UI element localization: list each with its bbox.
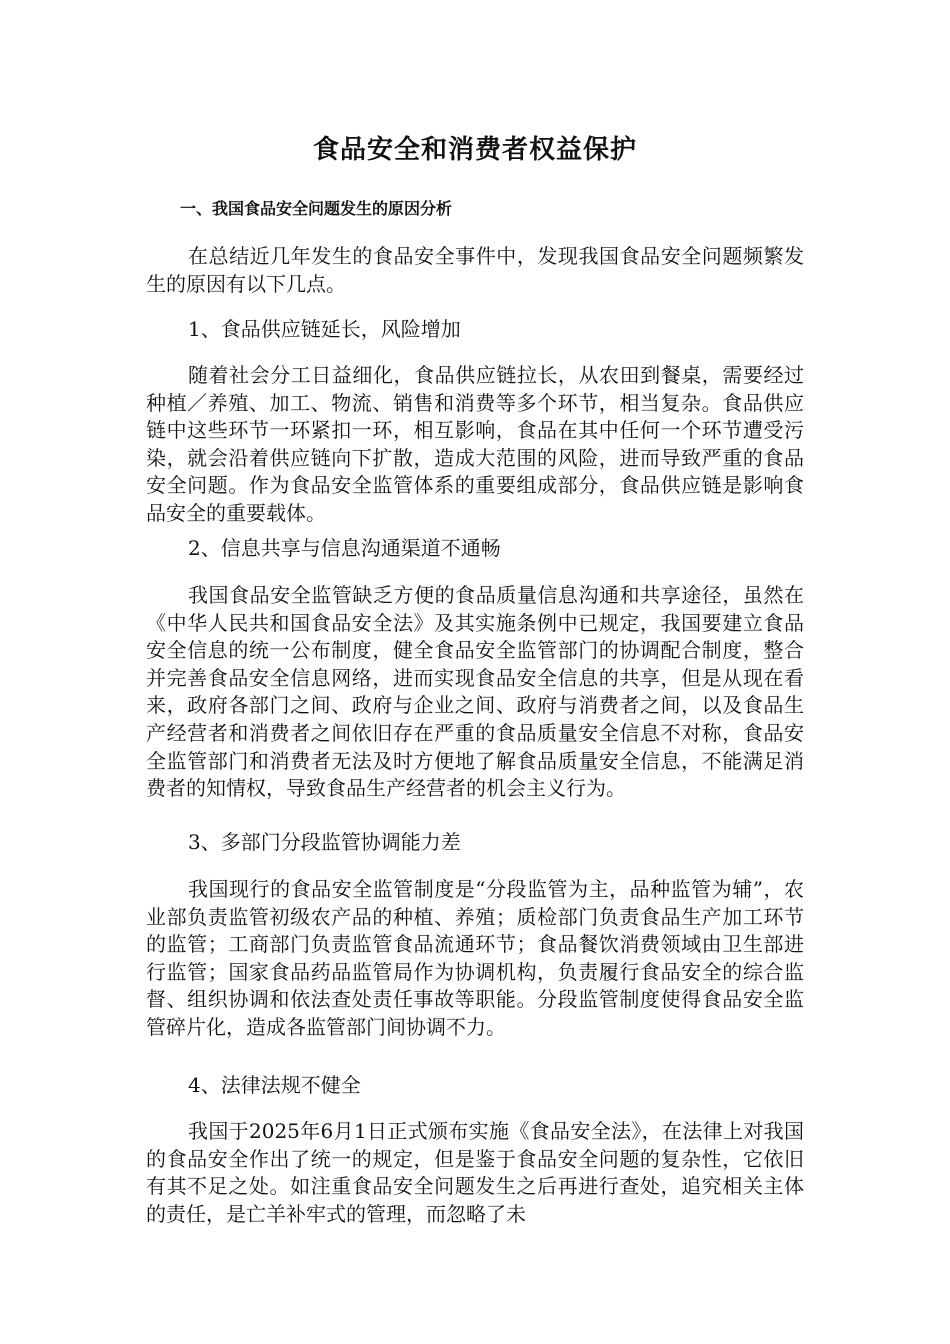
point-4-heading: 4、法律法规不健全 [188,1073,361,1097]
intro-paragraph: 在总结近几年发生的食品安全事件中，发现我国食品安全问题频繁发生的原因有以下几点。 [146,244,804,296]
point-2-paragraph: 我国食品安全监管缺乏方便的食品质量信息沟通和共享途径，虽然在《中华人民共和国食品安全法》及其实施条例中已规定，我国要建立食品安全信息的统一公布制度，健全食品安全监管部门的协调配合制度，整合并完善食品安全信息网络，进而实现食品安全信息的共享，但是从现在看来，政府各部门之间、政府与企业之间、政府与消费者之间，以及食品生产经营者和消费者之间依旧存在严重的食品质量安全信息不对称，食品安全监管部门和消费者无法及时方便地了解食品质量安全信息，不能满足消费者的知情权，导致食品生产经营者的机会主义行为。 [146,583,804,801]
document-title: 食品安全和消费者权益保护 [312,135,637,165]
point-1-heading: 1、食品供应链延长，风险增加 [188,317,461,341]
point-3-paragraph: 我国现行的食品安全监管制度是“分段监管为主，品种监管为辅”，农业部负责监管初级农产品的种植、养殖；质检部门负责食品生产加工环节的监管；工商部门负责监管食品流通环节；食品餐饮消费领域由卫生部进行监管；国家食品药品监管局作为协调机构，负责履行食品安全的综合监督、组织协调和依法查处责任事故等职能。分段监管制度使得食品安全监管碎片化，造成各监管部门间协调不力。 [146,877,804,1039]
point-2-heading: 2、信息共享与信息沟通渠道不通畅 [188,536,501,560]
point-1-paragraph: 随着社会分工日益细化，食品供应链拉长，从农田到餐桌，需要经过种植／养殖、加工、物流、销售和消费等多个环节，相当复杂。食品供应链中这些环节一环紧扣一环，相互影响，食品在其中任何一个环节遭受污染，就会沿着供应链向下扩散，造成大范围的风险，进而导致严重的食品安全问题。作为食品安全监管体系的重要组成部分，食品供应链是影响食品安全的重要载体。 [146,363,804,525]
point-3-heading: 3、多部门分段监管协调能力差 [188,830,461,854]
point-4-paragraph: 我国于2025年6月1日正式颁布实施《食品安全法》，在法律上对我国的食品安全作出了统一的规定，但是鉴于食品安全问题的复杂性，它依旧有其不足之处。如注重食品安全问题发生之后再进行查处，追究相关主体的责任，是亡羊补牢式的管理，而忽略了未 [146,1119,804,1226]
section-heading: 一、我国食品安全问题发生的原因分析 [180,199,453,218]
